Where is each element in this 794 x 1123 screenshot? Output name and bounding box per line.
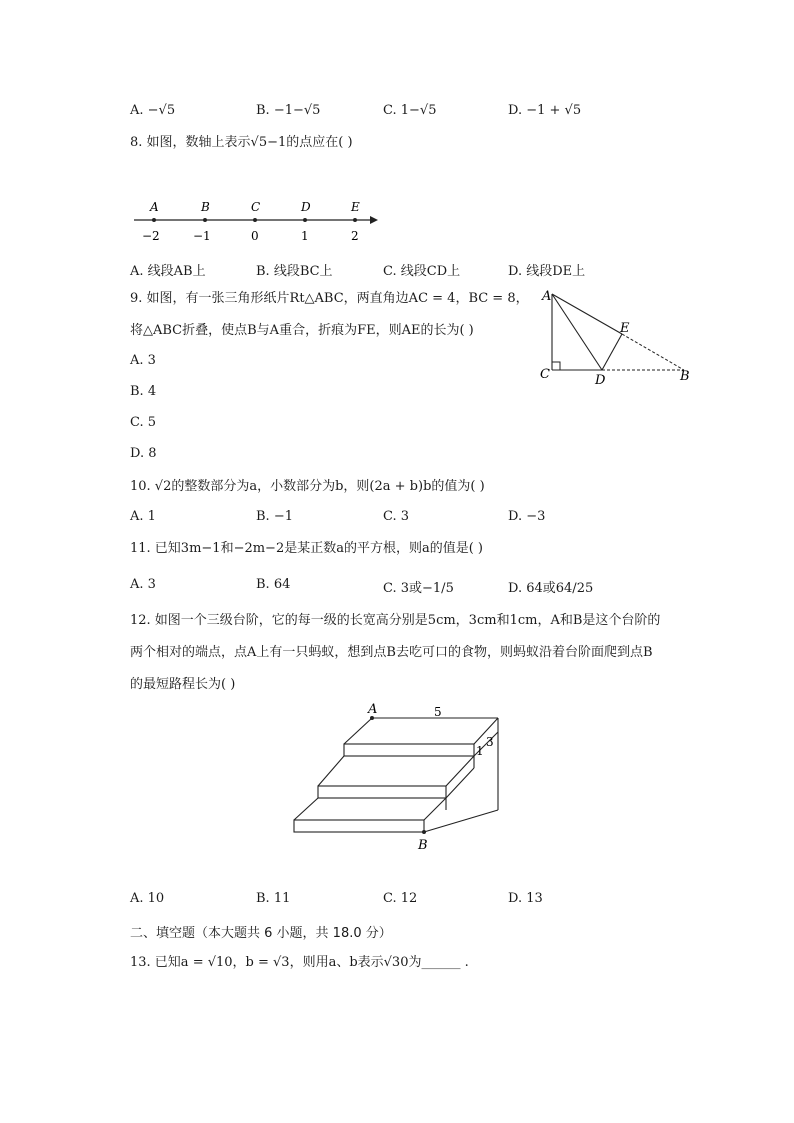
tri-label-b: B [680, 369, 690, 384]
section-heading-fill-in: 二、填空题（本大题共 6 小题，共 18.0 分） [130, 926, 392, 941]
q12-option-d: D. 13 [508, 891, 543, 906]
q11-option-c: C. 3或−1/5 [383, 581, 454, 596]
tick-label-neg2: −2 [142, 229, 160, 243]
stair-label-5: 5 [434, 705, 442, 719]
tri-label-c: C [540, 367, 550, 382]
q12-option-c: C. 12 [383, 891, 418, 906]
q11-option-a: A. 3 [130, 577, 156, 592]
q8-option-b: B. 线段BC上 [256, 264, 333, 279]
point-label-d: D [301, 200, 311, 214]
q8-text: 8. 如图，数轴上表示√5−1的点应在( ) [130, 135, 353, 150]
q8-option-c: C. 线段CD上 [383, 264, 461, 279]
point-label-e: E [351, 200, 360, 214]
point-label-c: C [251, 200, 261, 214]
q9-option-c: C. 5 [130, 415, 157, 430]
tri-label-d: D [595, 373, 606, 388]
staircase-figure [288, 700, 508, 856]
q9-option-d: D. 8 [130, 446, 157, 461]
stair-label-b: B [418, 838, 428, 853]
q10-option-d: D. −3 [508, 509, 546, 524]
stair-label-a: A [368, 702, 378, 717]
point-d-dot [303, 218, 307, 222]
q7-option-b: B. −1−√5 [256, 103, 321, 118]
q12-text-line1: 12. 如图一个三级台阶，它的每一级的长宽高分别是5cm，3cm和1cm，A和B是这个台阶的 [130, 613, 661, 628]
q12-option-a: A. 10 [130, 891, 165, 906]
q11-text: 11. 已知3m−1和−2m−2是某正数a的平方根，则a的值是( ) [130, 541, 483, 556]
q12-option-b: B. 11 [256, 891, 291, 906]
point-a-dot [152, 218, 156, 222]
point-e-dot [353, 218, 357, 222]
q9-option-b: B. 4 [130, 384, 157, 399]
tri-label-e: E [620, 321, 630, 336]
q8-option-a: A. 线段AB上 [130, 264, 206, 279]
q10-text: 10. √2的整数部分为a，小数部分为b，则(2a + b)b的值为( ) [130, 479, 485, 494]
stair-point-b-dot [422, 830, 426, 834]
point-label-b: B [201, 200, 210, 214]
q9-text-line1: 9. 如图，有一张三角形纸片Rt△ABC，两直角边AC = 4，BC = 8， [130, 291, 529, 306]
q10-option-b: B. −1 [256, 509, 293, 524]
stair-label-3: 3 [486, 735, 494, 749]
q10-option-c: C. 3 [383, 509, 410, 524]
q9-option-a: A. 3 [130, 353, 156, 368]
q11-option-b: B. 64 [256, 577, 291, 592]
q11-option-d: D. 64或64/25 [508, 581, 594, 596]
stair-label-1: 1 [476, 744, 484, 758]
q7-option-c: C. 1−√5 [383, 103, 437, 118]
q7-option-a: A. −√5 [130, 103, 176, 118]
tick-label-0: 0 [251, 229, 259, 243]
q12-text-line3: 的最短路程长为( ) [130, 677, 236, 692]
q12-text-line2: 两个相对的端点，点A上有一只蚂蚁，想到点B去吃可口的食物，则蚂蚁沿着台阶面爬到点B [130, 645, 653, 660]
point-c-dot [253, 218, 257, 222]
number-line-figure [128, 196, 388, 248]
q7-option-d: D. −1 + √5 [508, 103, 582, 118]
triangle-fold-figure [536, 288, 696, 388]
q13-text: 13. 已知a = √10，b = √3，则用a、b表示√30为______ . [130, 955, 469, 970]
tick-label-neg1: −1 [193, 229, 211, 243]
q10-option-a: A. 1 [130, 509, 156, 524]
point-b-dot [203, 218, 207, 222]
point-label-a: A [150, 200, 159, 214]
tick-label-1: 1 [301, 229, 309, 243]
q9-text-line2: 将△ABC折叠，使点B与A重合，折痕为FE，则AE的长为( ) [130, 323, 474, 338]
tick-label-2: 2 [351, 229, 359, 243]
tri-label-a: A [542, 289, 552, 304]
q8-option-d: D. 线段DE上 [508, 264, 586, 279]
